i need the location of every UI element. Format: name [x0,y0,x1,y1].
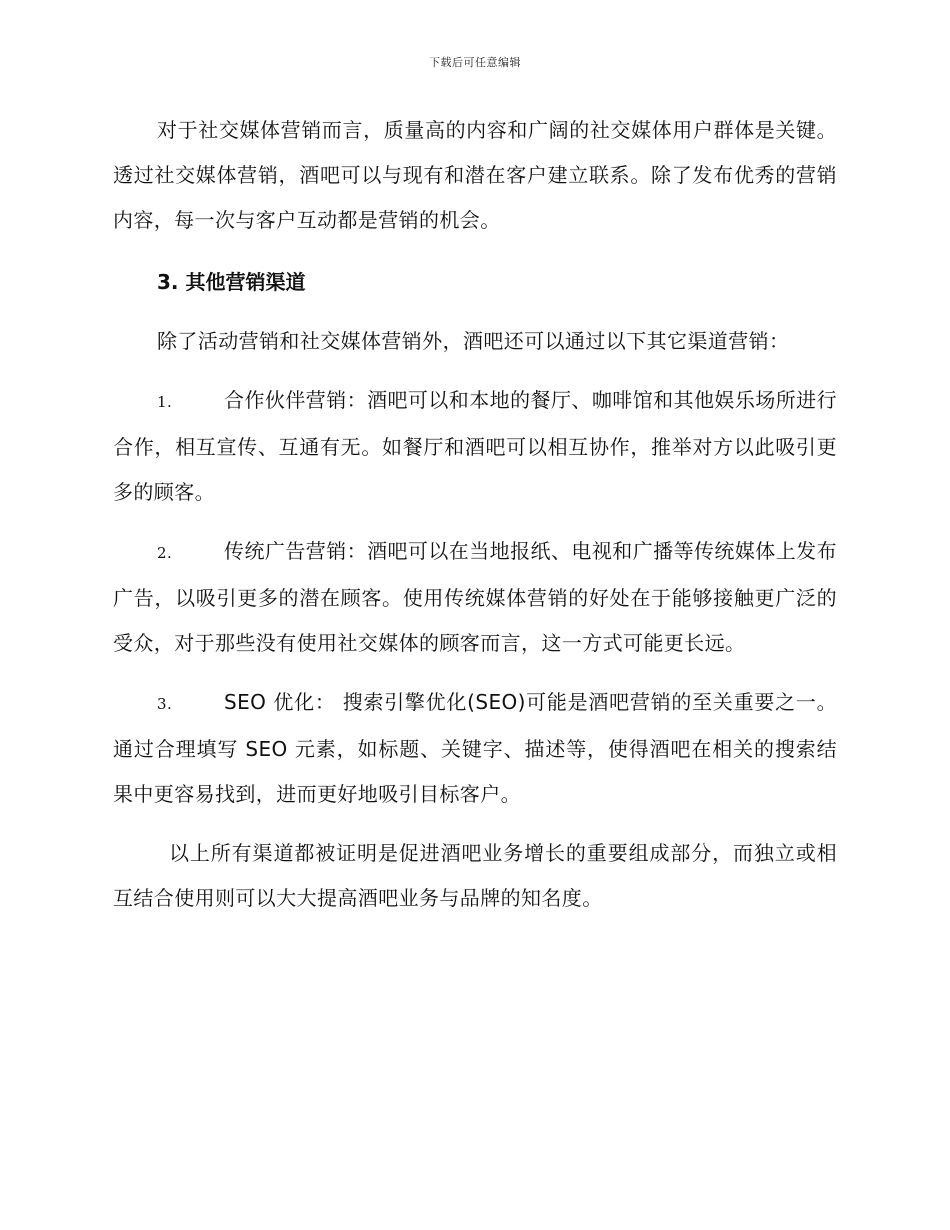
page-header: 下载后可任意编辑 [429,56,521,69]
spacer [113,243,837,257]
list-item-number: 1. [157,393,173,411]
list-item-text: SEO 优化： 搜索引擎优化(SEO)可能是酒吧营销的至关重要之一。通过合理填写 SEO 元素，如标题、关键字、描述等，使得酒吧在相关的搜索结果中更容易找到，进而更好地吸引目标客户。 [113,690,837,806]
intro-paragraph: 对于社交媒体营销而言，质量高的内容和广阔的社交媒体用户群体是关键。透过社交媒体营销，酒吧可以与现有和潜在客户建立联系。除了发布优秀的营销内容，每一次与客户互动都是营销的机会。 [113,118,837,232]
spacer [113,364,837,378]
closing-paragraph: 以上所有渠道都被证明是促进酒吧业务增长的重要组成部分，而独立或相互结合使用则可以大大提高酒吧业务与品牌的知名度。 [113,841,837,910]
section-intro: 除了活动营销和社交媒体营销外，酒吧还可以通过以下其它渠道营销： [157,329,790,353]
list-item-number: 3. [157,695,173,713]
list-item [113,378,837,515]
list-item-text: 传统广告营销：酒吧可以在当地报纸、电视和广播等传统媒体上发布广告，以吸引更多的潜在顾客。使用传统媒体营销的好处在于能够接触更广泛的受众，对于那些没有使用社交媒体的顾客而言，这一方式可能更长远。 [113,539,837,655]
spacer [113,817,837,831]
spacer [113,305,837,319]
section-heading: 3. 其他营销渠道 [157,270,306,294]
spacer [113,515,837,529]
list-item [113,680,837,817]
list-item [113,529,837,666]
list-item-number: 2. [157,544,173,562]
list-item-text: 合作伙伴营销：酒吧可以和本地的餐厅、咖啡馆和其他娱乐场所进行合作，相互宣传、互通有无。如餐厅和酒吧可以相互协作，推举对方以此吸引更多的顾客。 [113,388,837,504]
document-body [113,108,837,921]
spacer [113,666,837,680]
